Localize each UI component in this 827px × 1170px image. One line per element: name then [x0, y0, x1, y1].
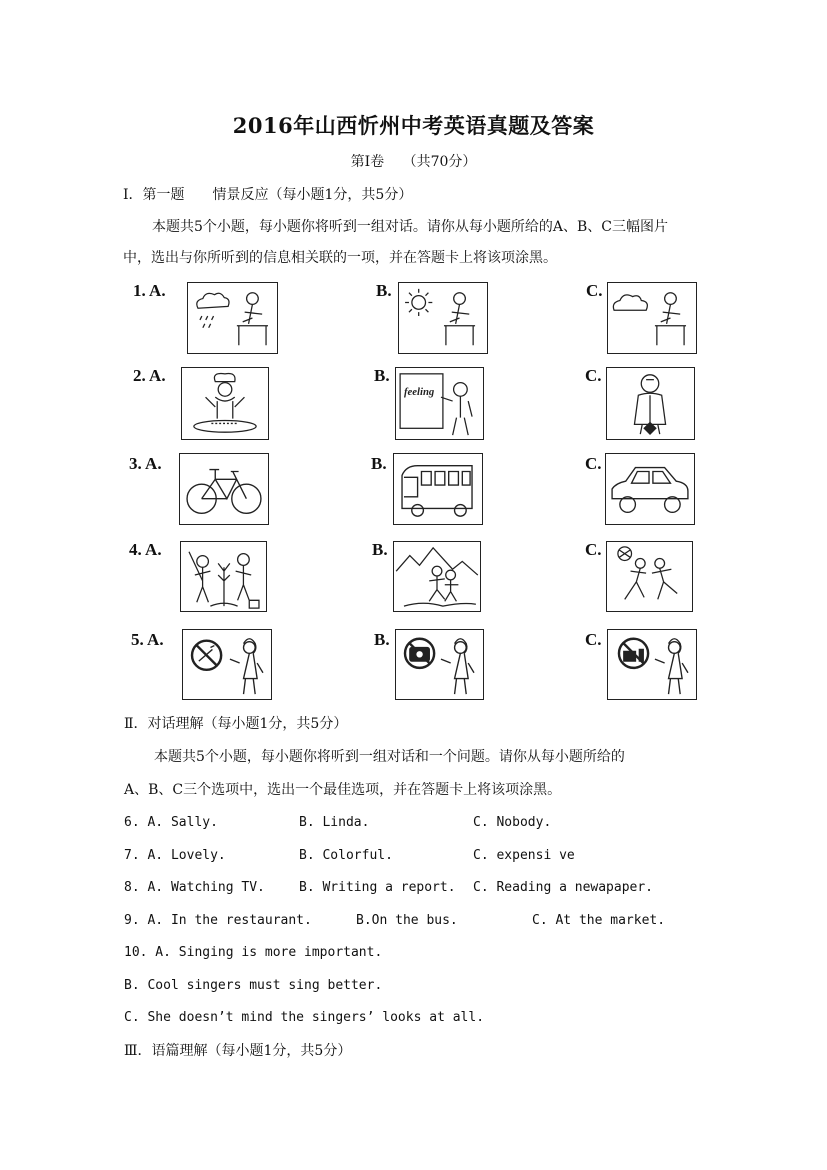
q5-option-c-label: C. — [585, 630, 602, 649]
q1-option-a-label: 1. A. — [133, 281, 166, 300]
q5-option-b-label: B. — [374, 630, 390, 649]
q8-option-c: C. Reading a newapaper. — [473, 880, 654, 895]
q3-option-c-label: C. — [585, 454, 602, 473]
q7-option-b: B. Colorful. — [299, 848, 393, 863]
q10-option-a: 10. A. Singing is more important. — [124, 945, 383, 960]
q3-option-a-label: 3. A. — [129, 454, 162, 473]
q6-option-b: B. Linda. — [299, 815, 370, 830]
q2-option-a-label: 2. A. — [133, 366, 166, 385]
q6-option-a: 6. A. Sally. — [124, 815, 218, 830]
car-icon — [605, 453, 695, 525]
q4-option-b-label: B. — [372, 540, 388, 559]
no-food-sign-icon — [607, 629, 697, 700]
q8-option-b: B. Writing a report. — [299, 880, 456, 895]
q4-option-a-label: 4. A. — [129, 540, 162, 559]
cloud-student-icon — [607, 282, 697, 354]
q5-option-a-label: 5. A. — [131, 630, 164, 649]
q2-option-c-label: C. — [585, 366, 602, 385]
section2-heading: Ⅱ．对话理解（每小题1分，共5分） — [124, 716, 348, 732]
q8-option-a: 8. A. Watching TV. — [124, 880, 265, 895]
q9-option-c: C. At the market. — [532, 913, 666, 928]
mountain-climbing-icon — [393, 541, 481, 612]
section2-instruction-2: A、B、C三个选项中，选出一个最佳选项，并在答题卡上将该项涂黑。 — [124, 782, 562, 798]
q7-option-a: 7. A. Lovely. — [124, 848, 226, 863]
q9-option-a: 9. A. In the restaurant. — [124, 913, 312, 928]
q6-option-c: C. Nobody. — [473, 815, 552, 830]
sun-student-icon — [398, 282, 488, 354]
q1-option-b-label: B. — [376, 281, 392, 300]
page-subtitle: 第Ⅰ卷 （共70分） — [350, 154, 477, 170]
section2-instruction-1: 本题共5个小题，每小题你将听到一组对话和一个问题。请你从每小题所给的 — [154, 749, 625, 765]
bicycle-icon — [179, 453, 269, 525]
q9-option-b: B.On the bus. — [356, 913, 458, 928]
chef-cooking-icon — [181, 367, 269, 440]
page-title: 2016年山西忻州中考英语真题及答案 — [232, 113, 595, 138]
section1-instruction-2: 中，选出与你所听到的信息相关联的一项，并在答题卡上将该项涂黑。 — [123, 250, 557, 266]
q1-option-c-label: C. — [586, 281, 603, 300]
no-smoking-sign-icon — [182, 629, 272, 700]
section3-heading: Ⅲ．语篇理解（每小题1分，共5分） — [124, 1043, 352, 1059]
children-playing-icon — [606, 541, 693, 612]
board-word: feeling — [404, 386, 435, 399]
bus-icon — [393, 453, 483, 525]
tree-planting-icon — [180, 541, 267, 612]
q2-option-b-label: B. — [374, 366, 390, 385]
q7-option-c: C. expensi ve — [473, 848, 575, 863]
q3-option-b-label: B. — [371, 454, 387, 473]
teacher-board-icon — [395, 367, 484, 440]
q4-option-c-label: C. — [585, 540, 602, 559]
doctor-icon — [606, 367, 695, 440]
section1-instruction-1: 本题共5个小题，每小题你将听到一组对话。请你从每小题所给的A、B、C三幅图片 — [152, 219, 669, 235]
section1-heading: Ⅰ．第一题 情景反应（每小题1分，共5分） — [123, 187, 413, 203]
no-photo-sign-icon — [395, 629, 484, 700]
q10-option-c: C. She doesn’t mind the singers’ looks at all. — [124, 1010, 485, 1025]
q10-option-b: B. Cool singers must sing better. — [124, 978, 383, 993]
rain-cloud-student-icon — [187, 282, 278, 354]
